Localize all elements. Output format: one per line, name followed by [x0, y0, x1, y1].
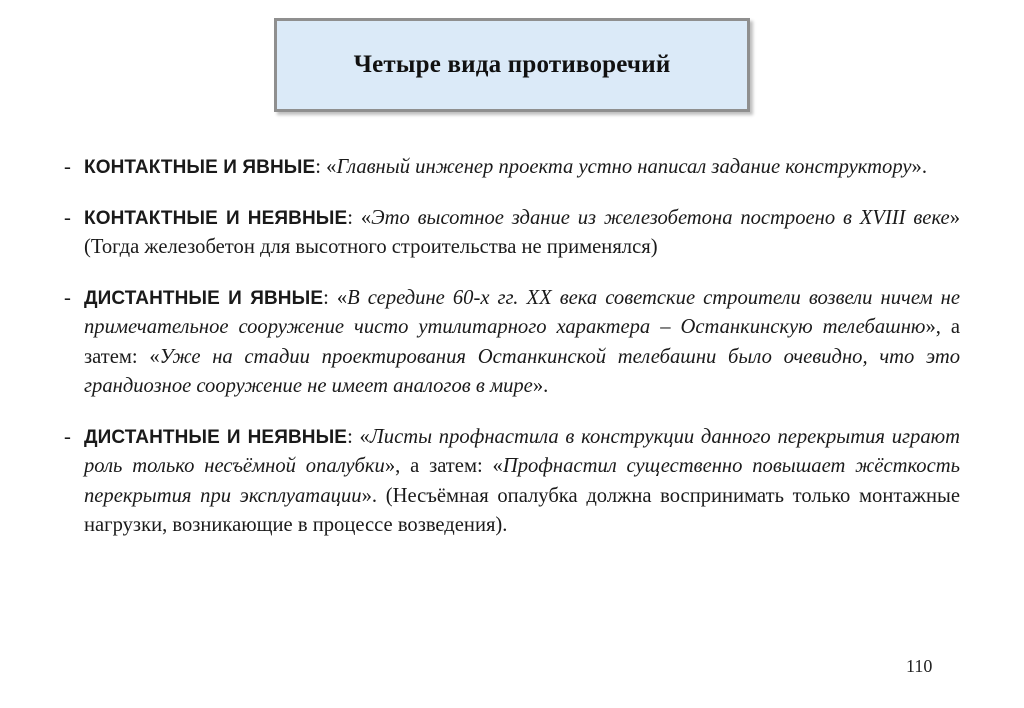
item-quote: Листы профнастила в конструкции данного перекрытия играют роль только несъёмной опалубки [84, 425, 961, 477]
item-quote-mid: », а затем: « [84, 316, 960, 368]
item-quote-close: » [949, 206, 960, 229]
list-item-distant-implicit [60, 423, 960, 541]
item-separator: : « [323, 286, 348, 309]
page-number: 110 [906, 656, 933, 676]
list-dash: - [64, 206, 71, 229]
title-box [274, 18, 750, 112]
item-quote: Это высотное здание из железобетона построено в XVIII веке [371, 206, 950, 229]
item-heading: КОНТАКТНЫЕ И НЕЯВНЫЕ [84, 207, 348, 229]
list-item-contact-implicit [60, 204, 960, 263]
list-dash: - [64, 425, 71, 448]
item-quote: Главный инженер проекта устно написал задание конструктору [336, 156, 912, 178]
item-heading: КОНТАКТНЫЕ И ЯВНЫЕ [84, 157, 316, 178]
item-note: (Несъёмная опалубка должна воспринимать только монтажные нагрузки, возникающие в процессе возведения). [84, 484, 960, 536]
list-item-contact-explicit [60, 153, 960, 183]
item-separator: : « [315, 156, 337, 178]
item-quote-second: Профнастил существенно повышает жёсткость перекрытия при эксплуатации [84, 455, 960, 507]
item-separator: : « [347, 206, 372, 229]
item-quote-second: Уже на стадии проектирования Останкинской телебашни было очевидно, что это грандиозное сооружение не имеет аналогов в мире [84, 345, 960, 397]
item-quote-close: ». [361, 484, 378, 507]
item-note: (Тогда железобетон для высотного строительства не применялся) [84, 236, 658, 258]
list-dash: - [64, 156, 71, 178]
list-dash: - [64, 286, 71, 309]
slide-title: Четыре вида противоречий [353, 51, 671, 78]
item-quote-close: ». [532, 375, 549, 397]
item-separator: : « [347, 425, 370, 448]
item-heading: ДИСТАНТНЫЕ И ЯВНЫЕ [84, 287, 324, 309]
list-item-distant-explicit [60, 284, 960, 402]
item-quote: В середине 60-х гг. XX века советские строители возвели ничем не примечательное сооружение чисто утилитарного характера – Останкинскую телебашню [84, 286, 961, 338]
item-quote-close: ». [911, 156, 927, 178]
contradictions-list [60, 153, 960, 562]
item-heading: ДИСТАНТНЫЕ И НЕЯВНЫЕ [84, 426, 348, 448]
item-quote-mid: », а затем: « [384, 455, 503, 477]
